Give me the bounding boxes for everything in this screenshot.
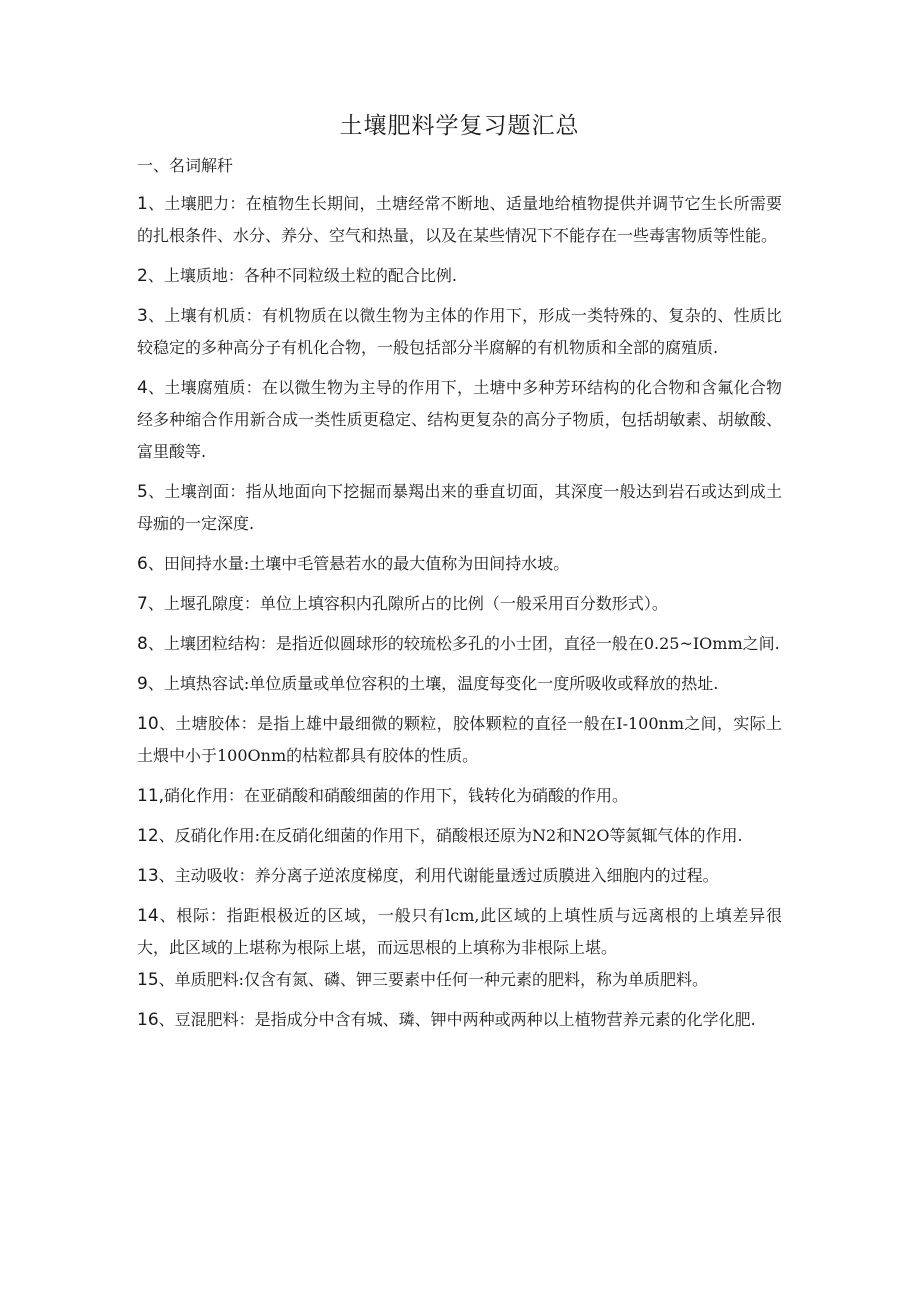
entry-text: 、反硝化作用:在反硝化细菌的作用下，硝酸根还原为N2和N2O等氮辄气体的作用. [158, 826, 743, 845]
definition-entry [137, 260, 782, 292]
entry-number: 7 [137, 594, 148, 614]
entry-text: 、土塘胶体：是指上雄中最细微的颗粒，胶体颗粒的直径一般在I-100nm之间，实际上土煨中小于100Onm的枯粒都具有胶体的性质。 [137, 714, 782, 765]
document-page [137, 108, 782, 1044]
definition-entry [137, 708, 782, 772]
entry-text: 、上堰孔隙度：单位上填容积内孔隙所占的比例（一般采用百分数形式）。 [147, 594, 668, 613]
definition-entry [137, 900, 782, 964]
entry-text: 硝化作用：在亚硝酸和硝酸细菌的作用下，钱转化为硝酸的作用。 [164, 786, 629, 805]
document-title: 土壤肥料学复习题汇总 [339, 113, 580, 139]
entry-text: 、土壤腐殖质：在以微生物为主导的作用下，土塘中多种芳环结构的化合物和含氟化合物经多种缩合作用新合成一类性质更稳定、结构更复杂的高分子物质，包括胡敏素、胡敏酸、富里酸等. [137, 378, 782, 461]
entry-number: 10 [137, 714, 159, 734]
entry-text: 、上壤有机质：有机物质在以微生物为主体的作用下，形成一类特殊的、复杂的、性质比较稳定的多种高分子有机化合物，一般包括部分半腐解的有机物质和全部的腐殖质. [137, 306, 782, 357]
entry-text: 、豆混肥料：是指成分中含有城、璘、钾中两种或两种以上植物营养元素的化学化肥. [158, 1010, 756, 1029]
definition-entry [137, 1004, 782, 1036]
entry-number: 12 [137, 826, 159, 846]
definition-entry [137, 188, 782, 252]
definition-entry [137, 588, 782, 620]
entry-text: 、上壤团粒结构：是指近似圆球形的较琉松多孔的小士团，直径一般在0.25~IOmm之间. [147, 634, 780, 653]
entry-number: 9 [137, 674, 148, 694]
entry-number: 15 [137, 970, 159, 990]
entry-text: 、上壤质地：各种不同粒级土粒的配合比例. [147, 266, 457, 285]
definition-entry [137, 964, 782, 996]
definition-entry [137, 548, 782, 580]
entry-text: 、土壤剖面：指从地面向下挖掘而暴羯出来的垂直切面，其深度一般达到岩石或达到成土母痂的一定深度. [137, 482, 782, 533]
entry-number: 6 [137, 554, 148, 574]
entry-number: 5 [137, 482, 148, 502]
entry-number: 8 [137, 634, 148, 654]
entry-number: 3 [137, 306, 148, 326]
definition-entry [137, 476, 782, 540]
definition-entry [137, 820, 782, 852]
section-heading: 一、名词解秆 [137, 156, 234, 175]
entry-text: 、上填热容试:单位质量或单位容积的土壤，温度每变化一度所吸收或释放的热址. [147, 674, 719, 693]
entry-text: 、主动吸收：养分离子逆浓度梯度，利用代谢能量透过质膜进入细胞内的过程。 [158, 866, 719, 885]
entry-text: 、田间持水量:土壤中毛管悬若水的最大值称为田间持水坡。 [147, 554, 570, 573]
entry-number: 13 [137, 866, 159, 886]
entry-number: 11, [137, 786, 165, 806]
entry-number: 14 [137, 906, 159, 926]
entry-number: 16 [137, 1010, 159, 1030]
entry-text: 、土壤肥力：在植物生长期间，土塘经常不断地、适量地给植物提供并调节它生长所需要的扎根条件、水分、养分、空气和热量，以及在某些情况下不能存在一些毒害物质等性能。 [137, 194, 782, 245]
definition-entry [137, 372, 782, 468]
entry-number: 2 [137, 266, 148, 286]
entry-number: 1 [137, 194, 148, 214]
definition-entry [137, 628, 782, 660]
entry-text: 、根际：指距根极近的区域，一般只有lcm,此区域的上填性质与远离根的上填差异很大，此区域的上堪称为根际上堪，而远思根的上填称为非根际上堪。 [137, 906, 782, 957]
definition-entry [137, 780, 782, 812]
entry-number: 4 [137, 378, 148, 398]
definition-entry [137, 860, 782, 892]
entry-text: 、单质肥料:仅含有氮、磷、钾三要素中任何一种元素的肥料，称为单质肥料。 [158, 970, 709, 989]
definition-entry [137, 668, 782, 700]
definition-entry [137, 300, 782, 364]
